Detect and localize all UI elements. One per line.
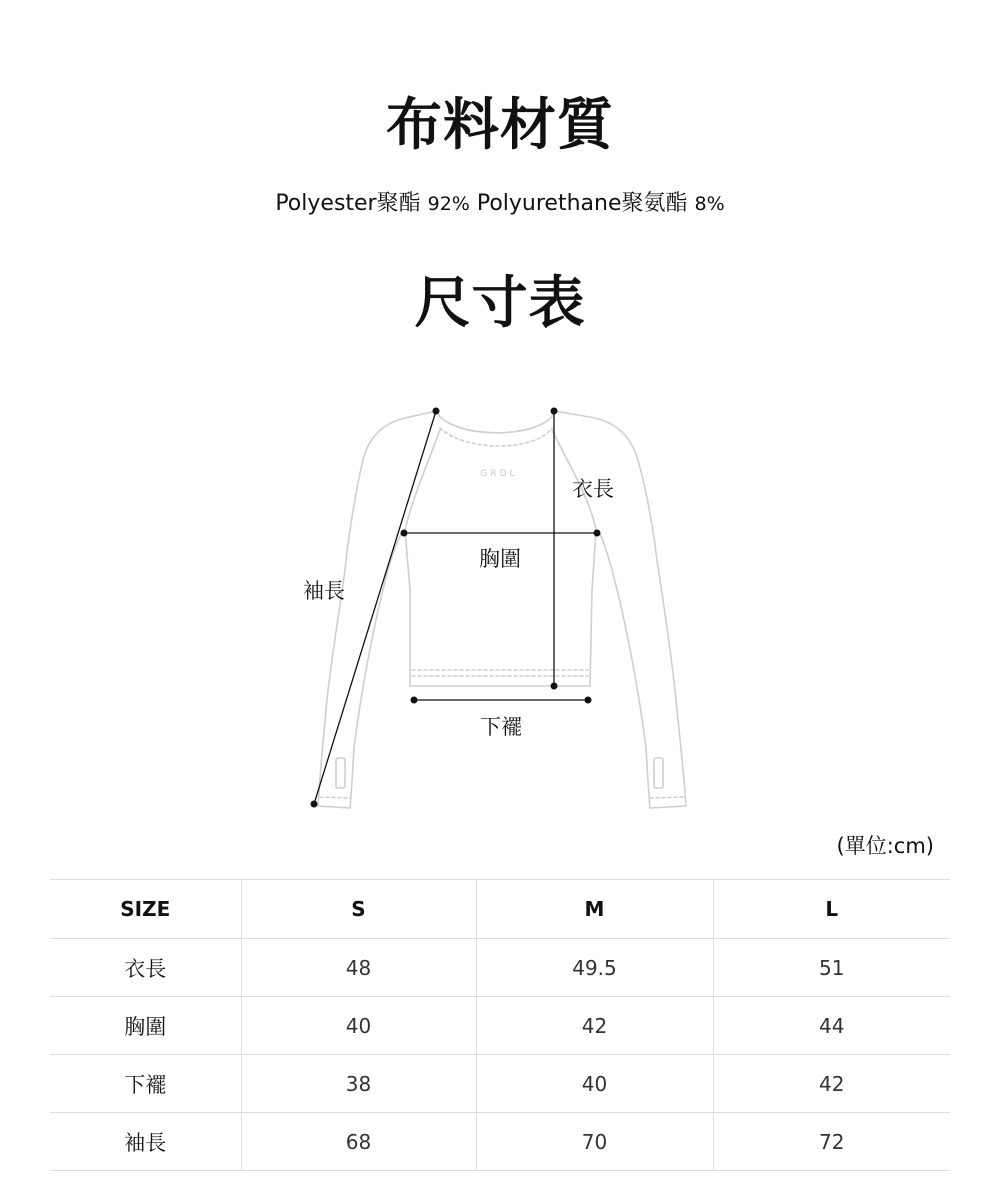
header-m: M: [476, 880, 713, 939]
table-cell: 40: [241, 997, 476, 1055]
size-table: [50, 879, 950, 1171]
table-cell: 70: [476, 1113, 713, 1171]
unit-note: (單位:cm): [836, 834, 934, 858]
table-cell: 42: [713, 1055, 950, 1113]
size-chart-title: 尺寸表: [414, 271, 586, 336]
table-cell: 51: [713, 939, 950, 997]
material-2-percent: 8%: [694, 193, 725, 215]
header-size: SIZE: [50, 880, 241, 939]
table-cell: 72: [713, 1113, 950, 1171]
table-cell: 38: [241, 1055, 476, 1113]
table-cell: 44: [713, 997, 950, 1055]
garment-logo: GRDL: [480, 469, 518, 479]
table-cell: 48: [241, 939, 476, 997]
sleeve-measure-line: [314, 411, 436, 804]
measurement-lines: [314, 411, 597, 804]
table-row: [50, 1055, 950, 1113]
material-2-name: Polyurethane聚氨酯: [476, 191, 688, 216]
row-label: 下襬: [50, 1055, 241, 1113]
chest-label: 胸圍: [479, 547, 521, 571]
table-cell: 68: [241, 1113, 476, 1171]
table-row: [50, 939, 950, 997]
table-cell: 42: [476, 997, 713, 1055]
material-1-name: Polyester聚酯: [275, 191, 421, 216]
header-s: S: [241, 880, 476, 939]
table-cell: 49.5: [476, 939, 713, 997]
row-label: 衣長: [50, 939, 241, 997]
table-cell: 40: [476, 1055, 713, 1113]
row-label: 胸圍: [50, 997, 241, 1055]
hem-label: 下襬: [480, 715, 522, 739]
header-l: L: [713, 880, 950, 939]
table-row: [50, 1113, 950, 1171]
fabric-title: 布料材質: [386, 93, 614, 158]
table-row: [50, 997, 950, 1055]
table-header-row: [50, 880, 950, 939]
length-label: 衣長: [572, 477, 614, 501]
material-1-percent: 92%: [427, 193, 470, 215]
sleeve-label: 袖長: [303, 579, 345, 603]
row-label: 袖長: [50, 1113, 241, 1171]
